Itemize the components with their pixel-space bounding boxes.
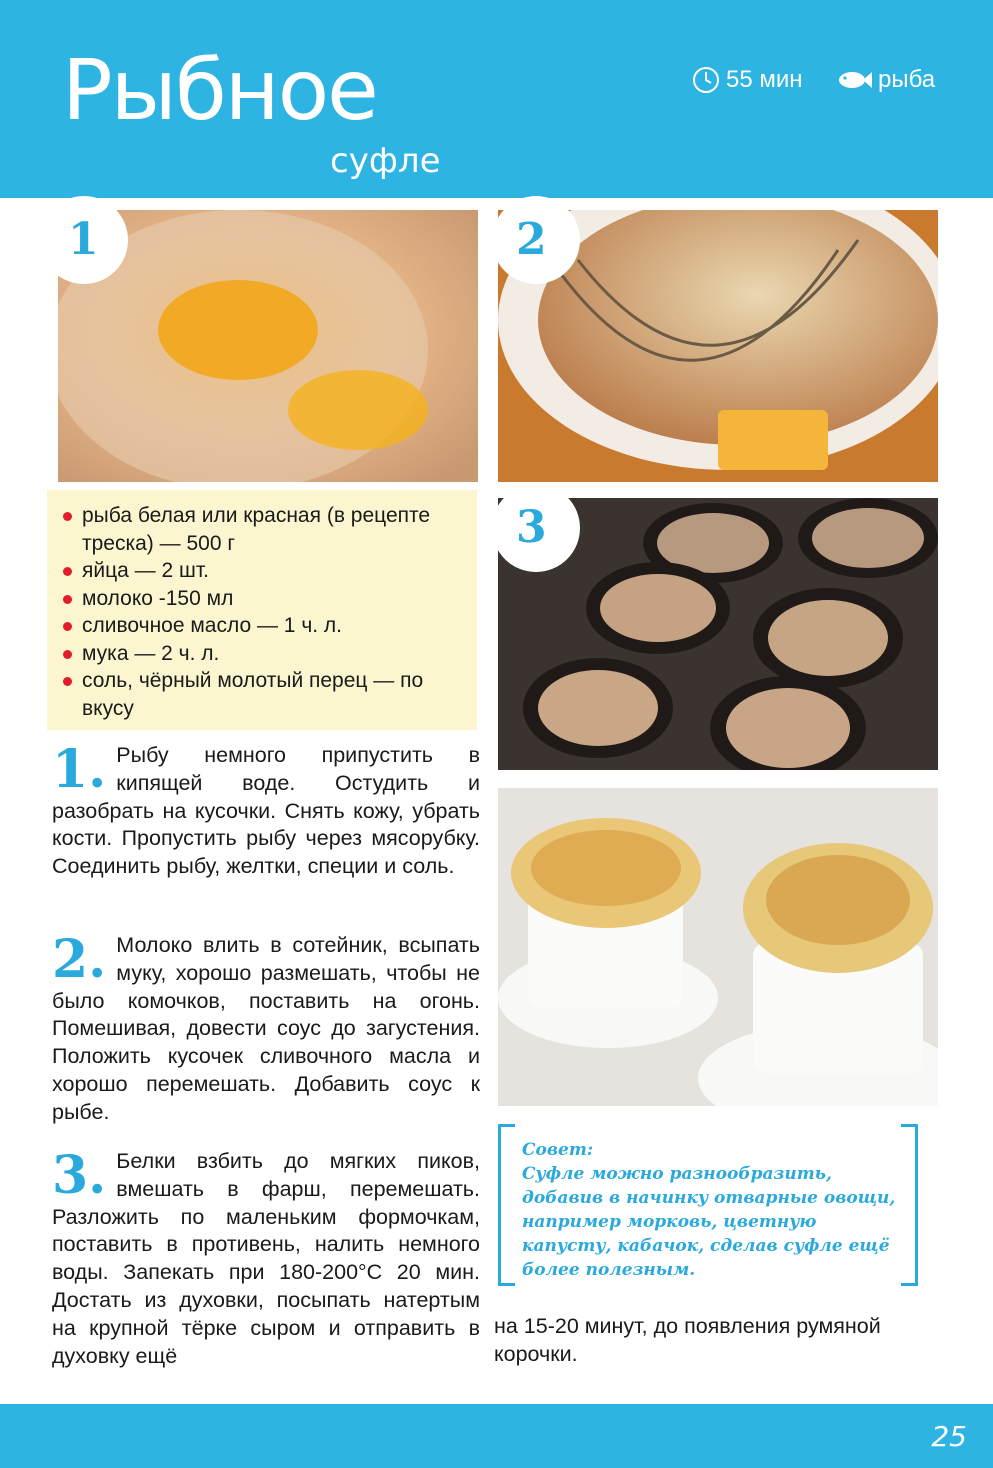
tip-bracket-left	[498, 1124, 515, 1286]
ingredient-item	[57, 640, 477, 668]
ingredients-list	[47, 490, 477, 722]
step-text: Молоко влить в сотейник, всыпать муку, хорошо размешать, чтобы не было комочков, поставить на огонь. Помешивая, довести соус до загустения. Положить кусочек сливочного масла и хорошо перемешать. Добавить соус к рыбе.	[52, 933, 480, 1124]
tip-content	[522, 1138, 902, 1282]
ingredient-item	[57, 585, 477, 613]
fish-icon	[838, 69, 872, 91]
ingredient-text: рыба белая или красная (в рецепте треска) — 500 г	[82, 504, 431, 555]
tip-box	[498, 1124, 918, 1294]
step-3	[52, 1145, 480, 1370]
bullet-dot	[63, 677, 72, 686]
photo-number-1: 1	[68, 214, 99, 265]
photo-number-2: 2	[516, 214, 547, 265]
bullet-dot	[63, 595, 72, 604]
step-text: Рыбу немного припустить в кипящей воде. Остудить и разобрать на кусочки. Снять кожу, убрать кости. Пропустить рыбу через мясорубку. Соединить рыбу, желтки, специи и соль.	[52, 743, 480, 879]
cooking-time-text: 55 мин	[726, 66, 803, 93]
ingredient-text: мука — 2 ч. л.	[82, 641, 220, 665]
clock-icon	[692, 66, 720, 94]
recipe-subtitle: суфле	[330, 141, 441, 181]
step-number: 3.	[52, 1145, 107, 1206]
page-number: 25	[931, 1420, 967, 1453]
ingredient-item	[57, 612, 477, 640]
ingredients-panel	[47, 490, 477, 730]
step-text: Белки взбить до мягких пиков, вмешать в фарш, перемешать. Разложить по маленьким формочкам, поставить в противень, налить немного воды. Запекать при 180-200°С 20 мин. Достать из духовки, посыпать натертым на крупной тёрке сыром и отправить в духовку ещё	[52, 1149, 480, 1368]
photo-number-3: 3	[516, 502, 547, 553]
ingredient-text: молоко -150 мл	[82, 586, 234, 610]
bullet-dot	[63, 512, 72, 521]
bullet-dot	[63, 567, 72, 576]
step-number: 1.	[52, 739, 107, 800]
header-band	[0, 0, 993, 198]
footer-band	[0, 1404, 993, 1468]
recipe-category	[838, 66, 935, 94]
ingredient-item	[57, 502, 477, 557]
step-3-continuation: на 15-20 минут, до появления румяной корочки.	[494, 1314, 881, 1366]
cooking-time	[692, 66, 803, 94]
bullet-dot	[63, 650, 72, 659]
tip-bracket-right	[901, 1124, 918, 1286]
step-2	[52, 929, 480, 1127]
ingredient-text: сливочное масло — 1 ч. л.	[82, 614, 343, 637]
ingredient-item	[57, 667, 477, 722]
ingredient-item	[57, 557, 477, 585]
bullet-dot	[63, 622, 72, 631]
step-number: 2.	[52, 929, 107, 990]
step-1	[52, 739, 480, 881]
tip-text: Суфле можно разнообразить, добавив в начинку отварные овощи, например морковь, цветную капусту, кабачок, сделав суфле ещё более полезным.	[522, 1164, 896, 1280]
ingredient-text: соль, чёрный молотый перец — по вкусу	[82, 669, 424, 720]
souffle-photo	[498, 788, 938, 1106]
recipe-category-text: рыба	[878, 66, 936, 93]
recipe-title: Рыбное	[62, 41, 377, 139]
ingredient-text: яйца — 2 шт.	[82, 559, 209, 582]
tip-heading: Совет:	[522, 1140, 594, 1160]
